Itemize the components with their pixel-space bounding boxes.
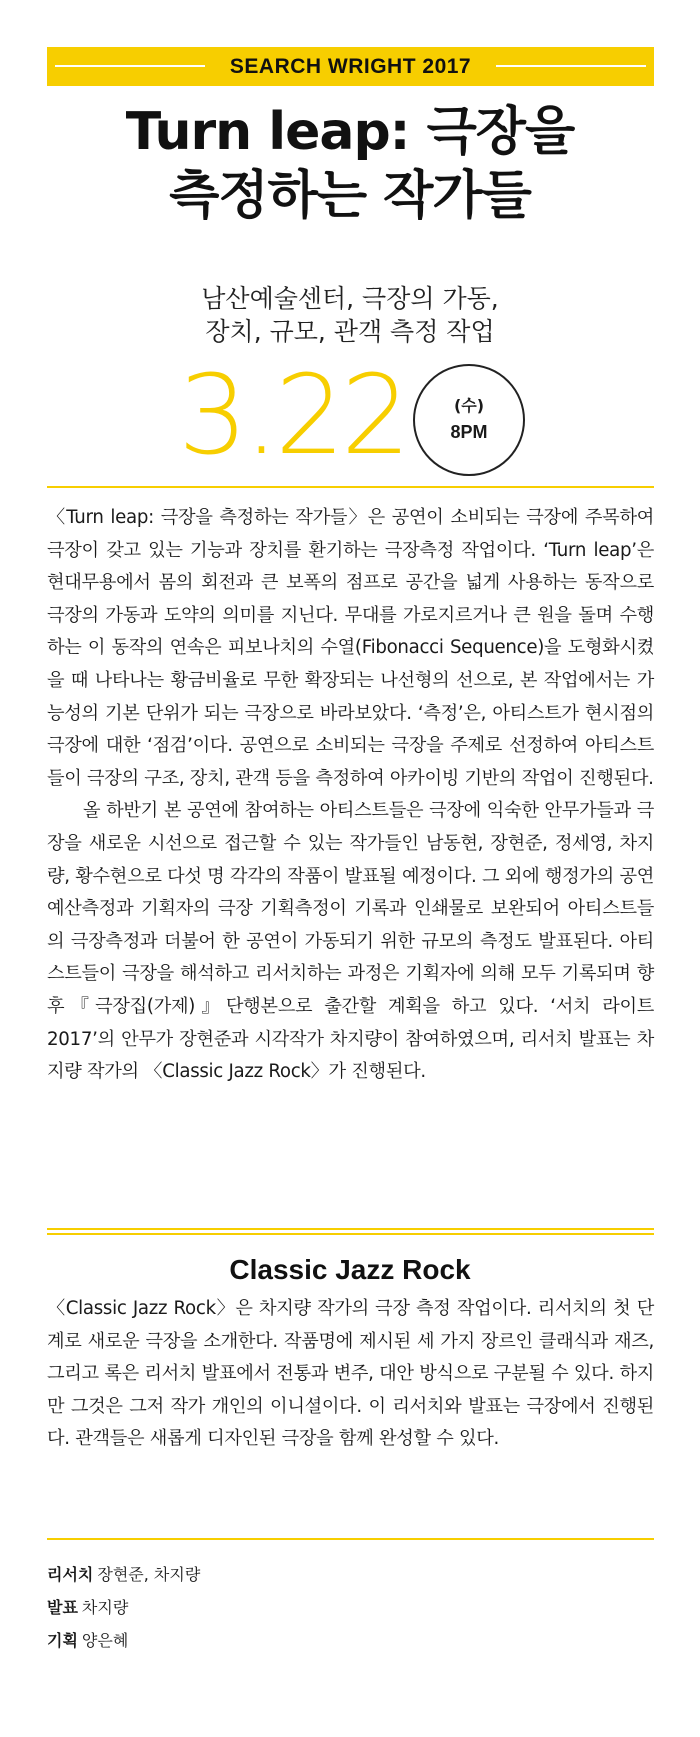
divider-rule: [47, 486, 654, 488]
intro-paragraph-2: 올 하반기 본 공연에 참여하는 아티스트들은 극장에 익숙한 안무가들과 극장을 새로운 시선으로 접근할 수 있는 작가들인 남동현, 장현준, 정세영, 차지량, 황수현으로 다섯 명 각각의 작품이 발표될 예정이다. 그 외에 행정가의 공연예산측정과 기획자의 극장 기획측정이 기록과 인쇄물로 보완되어 아티스트들의 극장측정과 더불어 한 공연이 가동되기 위한 규모의 측정도 발표된다. 아티스트들이 극장을 해석하고 리서치하는 과정은 기획자에 의해 모두 기록되며 향후『극장집(가제)』단행본으로 출간할 계획을 하고 있다. ‘서치 라이트 2017’의 안무가 장현준과 시각작가 차지량이 참여하였으며, 리서치 발표는 차지량 작가의 〈Classic Jazz Rock〉가 진행된다.: [47, 800, 654, 1083]
credit-names: 차지량: [81, 1598, 129, 1617]
event-weekday: (수): [453, 396, 485, 415]
main-title-line-2: 측정하는 작가들: [169, 166, 531, 226]
section-text: [47, 1293, 654, 1456]
intro-text: [47, 502, 654, 1089]
section-heading: Classic Jazz Rock: [229, 1254, 471, 1285]
subtitle-line-1: 남산예술센터, 극장의 가동,: [201, 284, 499, 313]
credits-divider: [47, 1538, 654, 1540]
credit-role: 리서치: [47, 1565, 94, 1584]
subtitle: [0, 282, 700, 348]
top-banner: [47, 47, 654, 86]
credit-names: 장현준, 차지량: [97, 1565, 201, 1584]
credits-list: [47, 1558, 200, 1657]
section-double-rule: [47, 1228, 654, 1238]
banner-rule-right: [496, 65, 646, 67]
intro-paragraph-1: 〈Turn leap: 극장을 측정하는 작가들〉은 공연이 소비되는 극장에 주목하여 극장이 갖고 있는 기능과 장치를 환기하는 극장측정 작업이다. ‘Turn leap’은 현대무용에서 몸의 회전과 큰 보폭의 점프로 공간을 넓게 사용하는 동작으로 극장의 가동과 도약의 의미를 지닌다. 무대를 가로지르거나 큰 원을 돌며 수행하는 이 동작의 연속은 피보나치의 수열(Fibonacci Sequence)을 도형화시켰을 때 나타나는 황금비율로 무한 확장되는 나선형의 선으로, 본 작업에서는 가능성의 기본 단위가 되는 극장으로 바라보았다. ‘측정’은, 아티스트가 현시점의 극장에 대한 ‘점검’이다. 공연으로 소비되는 극장을 주제로 선정하여 아티스트들이 극장의 구조, 장치, 관객 등을 측정하여 아카이빙 기반의 작업이 진행된다.: [47, 507, 654, 789]
section-paragraph: 〈Classic Jazz Rock〉은 차지량 작가의 극장 측정 작업이다. 리서치의 첫 단계로 새로운 극장을 소개한다. 작품명에 제시된 세 가지 장르인 클래식과 재즈, 그리고 록은 리서치 발표에서 전통과 변주, 대안 방식으로 구분될 수 있다. 하지만 그것은 그저 작가 개인의 이니셜이다. 이 리서치와 발표는 극장에서 진행된다. 관객들은 새롭게 디자인된 극장을 함께 완성할 수 있다.: [47, 1298, 654, 1450]
date-time-badge: [413, 364, 525, 476]
credit-role: 기획: [47, 1631, 78, 1650]
credit-row: [47, 1558, 200, 1591]
credit-row: [47, 1624, 200, 1657]
main-title: [0, 100, 700, 228]
credit-row: [47, 1591, 200, 1624]
banner-rule-left: [55, 65, 205, 67]
credit-names: 양은혜: [81, 1631, 129, 1650]
event-date: 3.22: [178, 351, 407, 479]
banner-title: SEARCH WRIGHT 2017: [222, 55, 479, 79]
subtitle-line-2: 장치, 규모, 관객 측정 작업: [205, 317, 495, 346]
main-title-line-1: Turn leap: 극장을: [125, 102, 575, 162]
event-time: 8PM: [450, 422, 488, 442]
credit-role: 발표: [47, 1598, 78, 1617]
